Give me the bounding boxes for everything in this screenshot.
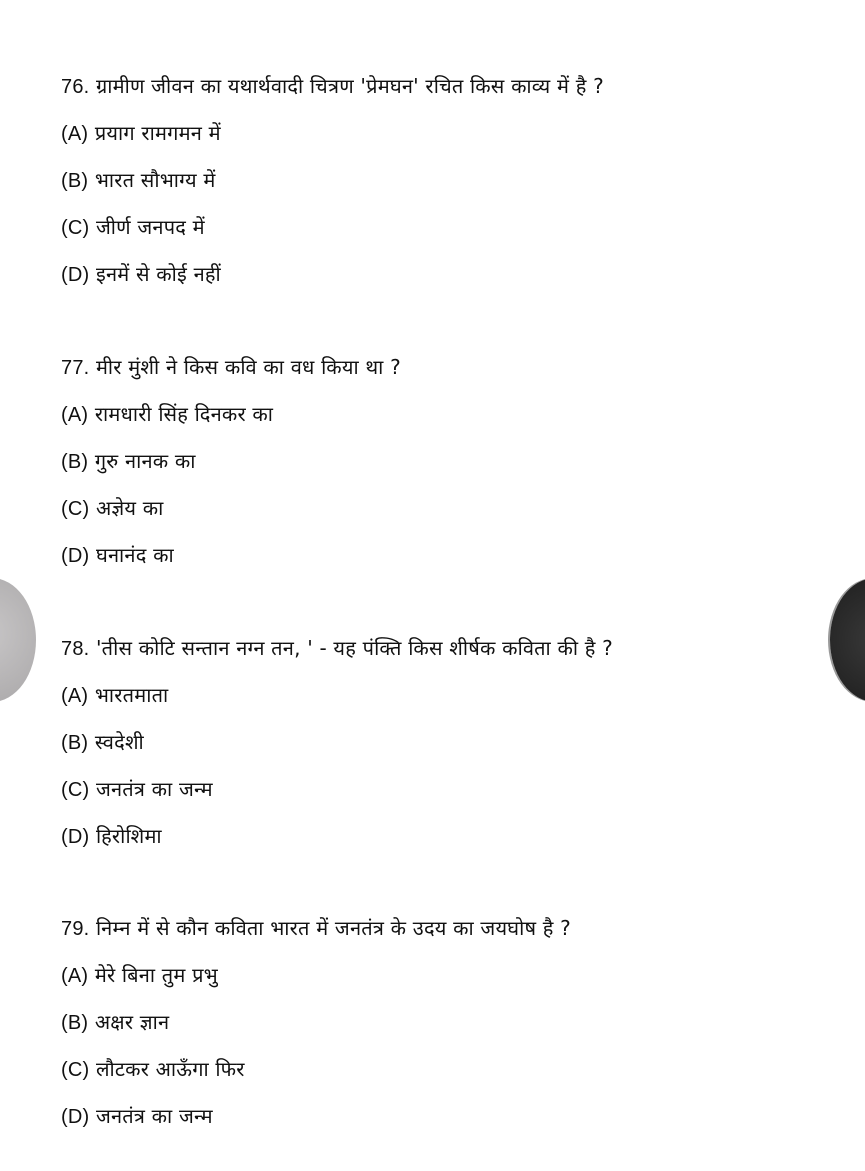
option-tag: (B) [61,732,89,754]
question-stem [61,353,821,381]
question-79 [61,914,821,1130]
question-78 [61,634,821,850]
question-text: 'तीस कोटि सन्तान नग्न तन, ' - यह पंक्ति किस शीर्षक कविता की है ? [95,636,613,660]
option-a[interactable] [61,400,821,428]
option-b[interactable] [61,1008,821,1036]
option-d[interactable] [61,822,821,850]
option-d[interactable] [61,541,821,569]
option-text: भारतमाता [94,683,169,707]
question-text: मीर मुंशी ने किस कवि का वध किया था ? [95,355,401,379]
option-text: लौटकर आऊँगा फिर [95,1057,245,1081]
option-tag: (D) [61,1106,90,1128]
option-d[interactable] [61,260,821,288]
option-text: अज्ञेय का [95,496,164,520]
option-text: गुरु नानक का [94,449,196,473]
option-d[interactable] [61,1102,821,1130]
question-number: 79. [61,918,90,940]
question-number: 77. [61,357,90,379]
option-b[interactable] [61,166,821,194]
option-tag: (A) [61,685,89,707]
question-number: 78. [61,638,90,660]
option-a[interactable] [61,961,821,989]
previous-page-button[interactable] [0,578,36,702]
option-tag: (D) [61,264,90,286]
option-b[interactable] [61,728,821,756]
option-text: अक्षर ज्ञान [94,1010,170,1034]
option-text: स्वदेशी [94,730,144,754]
question-stem [61,634,821,662]
option-tag: (C) [61,779,90,801]
option-c[interactable] [61,213,821,241]
question-number: 76. [61,76,90,98]
option-text: इनमें से कोई नहीं [95,262,221,286]
option-a[interactable] [61,681,821,709]
option-text: भारत सौभाग्य में [94,168,216,192]
option-tag: (A) [61,123,89,145]
next-page-button[interactable] [830,578,865,702]
option-tag: (A) [61,404,89,426]
option-tag: (C) [61,217,90,239]
option-text: जनतंत्र का जन्म [95,777,213,801]
option-c[interactable] [61,1055,821,1083]
option-tag: (B) [61,170,89,192]
question-stem [61,914,821,942]
option-text: जनतंत्र का जन्म [95,1104,213,1128]
option-text: रामधारी सिंह दिनकर का [94,402,274,426]
question-77 [61,353,821,569]
option-tag: (B) [61,1012,89,1034]
option-tag: (C) [61,498,90,520]
question-76 [61,72,821,288]
option-a[interactable] [61,119,821,147]
option-tag: (A) [61,965,89,987]
option-c[interactable] [61,775,821,803]
option-text: प्रयाग रामगमन में [94,121,221,145]
option-text: घनानंद का [95,543,174,567]
question-text: ग्रामीण जीवन का यथार्थवादी चित्रण 'प्रेमघन' रचित किस काव्य में है ? [95,74,604,98]
option-text: हिरोशिमा [95,824,162,848]
option-text: मेरे बिना तुम प्रभु [94,963,218,987]
question-stem [61,72,821,100]
option-tag: (D) [61,545,90,567]
option-c[interactable] [61,494,821,522]
option-b[interactable] [61,447,821,475]
option-tag: (B) [61,451,89,473]
question-text: निम्न में से कौन कविता भारत में जनतंत्र के उदय का जयघोष है ? [95,916,571,940]
option-tag: (C) [61,1059,90,1081]
option-tag: (D) [61,826,90,848]
option-text: जीर्ण जनपद में [95,215,205,239]
